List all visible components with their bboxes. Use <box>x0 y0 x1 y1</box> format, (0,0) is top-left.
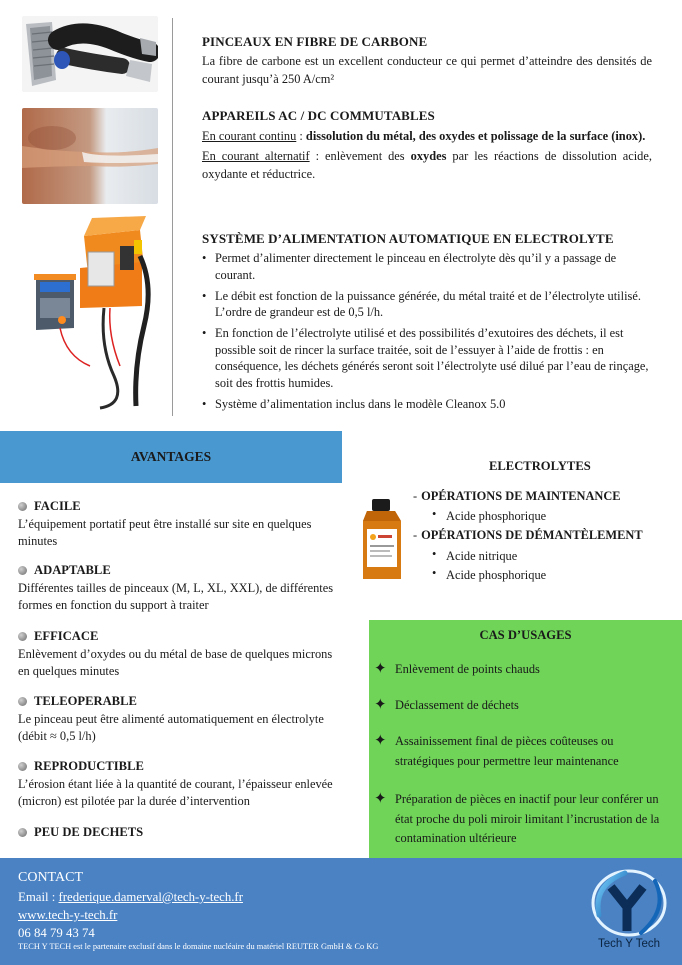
four-point-star-icon: ✦ <box>374 661 387 677</box>
usage-text: Assainissement final de pièces coûteuses ou stratégiques pour permettre leur maintenance <box>395 734 619 768</box>
list-item: • Permet d’alimenter directement le pinceau en électrolyte dès qu’il y a passage de courant. <box>202 250 654 283</box>
usage-text: Déclassement de déchets <box>395 698 519 712</box>
carbon-brush-photo <box>22 16 158 92</box>
bullet-dot-icon <box>18 502 27 511</box>
ac-after: par les réactions de dissolution acide, oxydante et réductrice. <box>202 149 652 181</box>
advantage-text: Le pinceau peut être alimenté automatiquement en électrolyte (débit ≈ 0,5 l/h) <box>18 712 324 743</box>
advantage-text: L’équipement portatif peut être installé sur site en quelques minutes <box>18 517 312 548</box>
advantage-title: REPRODUCTIBLE <box>34 759 144 773</box>
electrolyte-name: Acide phosphorique <box>446 568 547 582</box>
usage-text: Enlèvement de points chauds <box>395 662 540 676</box>
logo-text: Tech Y Tech <box>597 938 661 950</box>
electrolyte-name: Acide phosphorique <box>446 509 547 523</box>
advantage-item <box>18 824 338 842</box>
maintenance-title: - OPÉRATIONS DE MAINTENANCE <box>413 489 621 503</box>
four-point-star-icon: ✦ <box>374 733 387 749</box>
email-link[interactable]: frederique.damerval@tech-y-tech.fr <box>58 890 243 904</box>
bullet-dot-icon <box>18 697 27 706</box>
bullet-dot-icon <box>18 828 27 837</box>
list-item <box>433 568 546 583</box>
usage-item <box>374 732 674 771</box>
feed-system-title: SYSTÈME D’ALIMENTATION AUTOMATIQUE EN ELECTROLYTE <box>202 231 614 246</box>
usage-item <box>374 696 674 716</box>
dc-label: En courant continu <box>202 129 297 143</box>
acdc-title: APPAREILS AC / DC COMMUTABLES <box>202 108 435 123</box>
advantage-title: FACILE <box>34 499 81 513</box>
carbon-brush-text: La fibre de carbone est un excellent conducteur ce qui permet d’atteindre des densités de courant jusqu’à 250 A/cm² <box>202 54 652 86</box>
polished-surface-photo <box>22 108 158 204</box>
dc-sep: : <box>296 129 306 143</box>
maintenance-title-text: OPÉRATIONS DE MAINTENANCE <box>421 489 621 503</box>
advantage-title: ADAPTABLE <box>34 563 111 577</box>
electrolyte-name: Acide nitrique <box>446 549 518 563</box>
phone-number: 06 84 79 43 74 <box>18 926 95 940</box>
advantage-text: Enlèvement d’oxydes ou du métal de base de quelques microns en quelques minutes <box>18 647 333 678</box>
contact-title: CONTACT <box>18 870 83 885</box>
bullet-dot-icon <box>18 762 27 771</box>
ac-label: En courant alternatif <box>202 149 310 163</box>
dismantling-title-text: OPÉRATIONS DE DÉMANTÈLEMENT <box>421 528 643 542</box>
usage-item <box>374 660 674 680</box>
advantage-title: EFFICACE <box>34 629 99 643</box>
advantage-item <box>18 562 338 614</box>
electrolyte-bottle-photo <box>357 495 407 583</box>
four-point-star-icon: ✦ <box>374 791 387 807</box>
advantage-title: PEU DE DECHETS <box>34 825 144 839</box>
vertical-divider <box>172 18 173 416</box>
bullet-dot-icon <box>18 632 27 641</box>
feed-system-list <box>202 250 654 417</box>
ac-bold: oxydes <box>410 149 447 163</box>
usage-title: CAS D’USAGES <box>479 628 572 642</box>
advantage-item <box>18 628 338 680</box>
bullet-dot-icon <box>18 566 27 575</box>
equipment-photo <box>30 216 162 410</box>
four-point-star-icon: ✦ <box>374 697 387 713</box>
carbon-brush-title: PINCEAUX EN FIBRE DE CARBONE <box>202 34 428 49</box>
website-line <box>18 908 117 923</box>
dismantling-title: - OPÉRATIONS DE DÉMANTÈLEMENT <box>413 528 643 542</box>
advantages-title: AVANTAGES <box>130 449 212 464</box>
usage-text: Préparation de pièces en inactif pour leur conférer un état proche du poli miroir limitant l’incrustation de la contamination ultérieure <box>395 792 660 845</box>
electrolytes-title: ELECTROLYTES <box>489 459 591 473</box>
usage-item <box>374 790 674 849</box>
website-link[interactable]: www.tech-y-tech.fr <box>18 908 118 922</box>
email-label: Email : <box>18 890 59 904</box>
advantage-item <box>18 693 338 745</box>
list-item <box>433 509 546 524</box>
legal-notice: TECH Y TECH est le partenaire exclusif dans le domaine nucléaire du matériel REUTER GmbH & Co KG <box>18 942 379 951</box>
list-item: • Le débit est fonction de la puissance générée, du métal traité et de l’électrolyte utilisé. L’ordre de grandeur est de 0,5 l/h. <box>202 288 654 321</box>
list-item: • En fonction de l’électrolyte utilisé et des possibilités d’exutoires des déchets, il est possible soit de rincer la surface traitée, soit de l’essuyer à l’aide de frottis : en conséquence, les déchets générés seront soit l’électrolyte usé dilué par l’eau de rinçage, soit des frottis humides. <box>202 325 654 391</box>
email-line <box>18 890 243 905</box>
advantage-item <box>18 758 338 810</box>
list-item <box>433 549 517 564</box>
acdc-text <box>202 127 652 183</box>
advantage-text: L’érosion étant liée à la quantité de courant, l’épaisseur enlevée (micron) est pilotée par la durée d’intervention <box>18 777 333 808</box>
ac-before: : enlèvement des <box>309 149 411 163</box>
advantage-title: TELEOPERABLE <box>34 694 137 708</box>
list-item: • Système d’alimentation inclus dans le modèle Cleanox 5.0 <box>202 396 654 413</box>
advantage-item <box>18 498 338 550</box>
advantage-text: Différentes tailles de pinceaux (M, L, XL, XXL), de différentes formes en fonction du support à traiter <box>18 581 334 612</box>
dc-text: dissolution du métal, des oxydes et polissage de la surface (inox). <box>305 129 646 143</box>
